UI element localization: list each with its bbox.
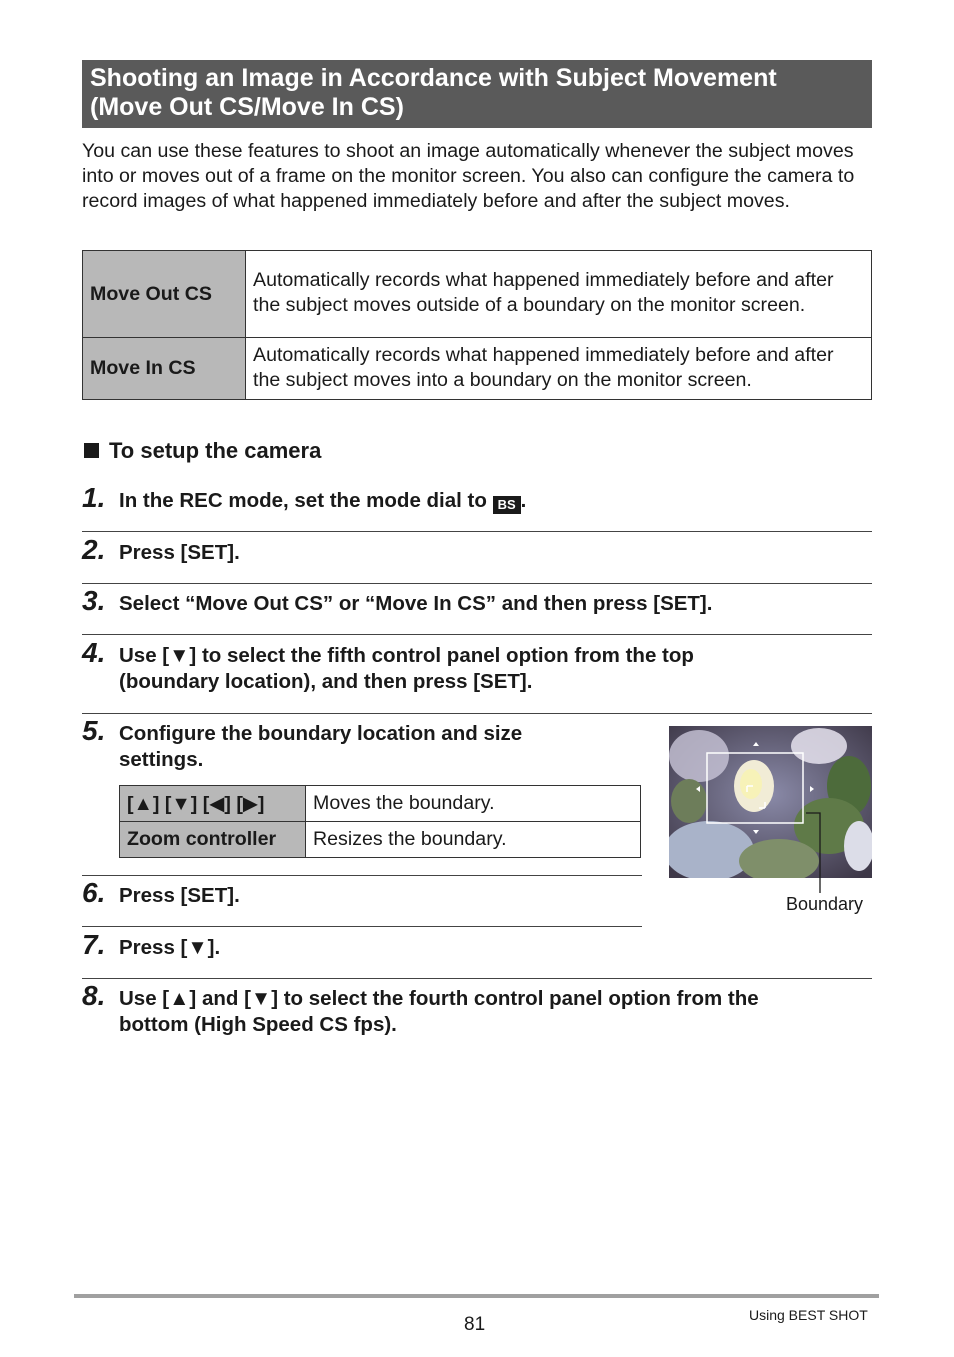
step-divider [82, 583, 872, 584]
section-title-line1: Shooting an Image in Accordance with Subject Movement [90, 64, 777, 92]
step-divider [82, 926, 642, 927]
intro-paragraph: You can use these features to shoot an image automatically whenever the subject moves into or moves out of a frame on the monitor screen. You also can configure the camera to record images of what happened immediately before and after the subject moves. [82, 140, 855, 212]
step-number: 3. [82, 585, 106, 616]
table-row [83, 338, 872, 400]
step-divider [82, 978, 872, 979]
boundary-example-photo [669, 726, 872, 878]
step-divider [82, 634, 872, 635]
step-number: 4. [82, 637, 106, 668]
mode-desc-cell: Automatically records what happened immediately before and after the subject moves into a boundary on the monitor screen. [246, 338, 872, 400]
mode-desc-cell: Automatically records what happened immediately before and after the subject moves outside of a boundary on the monitor screen. [246, 251, 872, 338]
step-text: Use [▲] and [▼] to select the fourth control panel option from the bottom (High Speed CS fps). [119, 987, 759, 1036]
step-number: 7. [82, 929, 106, 960]
step-number: 1. [82, 482, 106, 513]
setup-heading [84, 438, 321, 464]
mode-name-cell: Move Out CS [83, 251, 246, 338]
best-shot-mode-icon: BS [493, 496, 521, 514]
step-number: 6. [82, 877, 106, 908]
step-text: In the REC mode, set the mode dial to BS . [119, 489, 527, 512]
step-text: Use [▼] to select the fifth control panel option from the top (boundary location), and then press [SET]. [119, 644, 694, 693]
step-text: Press [SET]. [119, 541, 240, 564]
operations-table [119, 785, 641, 858]
section-title-line2: (Move Out CS/Move In CS) [90, 93, 404, 121]
step-number: 5. [82, 715, 106, 746]
step-number: 2. [82, 534, 106, 565]
figure-caption: Boundary [786, 894, 864, 914]
operation-action-cell: Resizes the boundary. [306, 822, 641, 858]
mode-name-cell: Move In CS [83, 338, 246, 400]
step-divider [82, 875, 642, 876]
boundary-callout-line [800, 805, 830, 895]
table-row [83, 251, 872, 338]
step-divider [82, 713, 872, 714]
section-title-bar [82, 60, 872, 128]
step-text: Press [SET]. [119, 884, 240, 907]
table-row [120, 822, 641, 858]
step-divider [82, 531, 872, 532]
operation-key-cell: [▲] [▼] [◀] [▶] [120, 786, 306, 822]
step-text: Configure the boundary location and size settings. [119, 722, 523, 771]
step-text: Press [▼]. [119, 936, 221, 959]
footer-section-label: Using BEST SHOT [749, 1307, 868, 1323]
operation-action-cell: Moves the boundary. [306, 786, 641, 822]
butterfly-flower-image [669, 726, 872, 878]
step-text: Select “Move Out CS” or “Move In CS” and then press [SET]. [119, 592, 713, 615]
footer-divider [74, 1294, 879, 1298]
square-bullet-icon [84, 443, 99, 458]
modes-table [82, 250, 872, 400]
operation-key-cell: Zoom controller [120, 822, 306, 858]
page-number: 81 [464, 1314, 486, 1335]
step-number: 8. [82, 980, 106, 1011]
table-row [120, 786, 641, 822]
setup-heading-text: To setup the camera [109, 438, 322, 463]
